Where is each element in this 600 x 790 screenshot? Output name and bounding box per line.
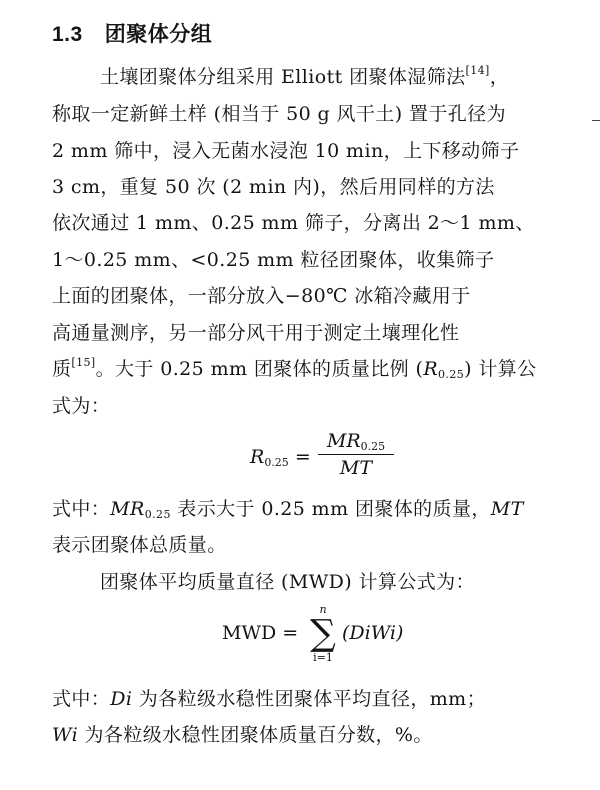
text-span: 。大于 0.25 mm 团聚体的质量比例 ( [95, 358, 424, 380]
margin-mark [592, 120, 600, 121]
fraction-denominator: MT [339, 457, 373, 479]
section-heading [52, 18, 212, 48]
section-title: 团聚体分组 [104, 23, 213, 46]
equation-rhs: (DiWi) [342, 622, 404, 644]
para1-line-9 [52, 354, 537, 381]
var-di: Di [110, 688, 133, 710]
equals-sign: = [288, 446, 311, 468]
para1-line-5: 依次通过 1 mm、0.25 mm 筛子，分离出 2～1 mm、 [52, 212, 535, 234]
summation [306, 604, 340, 664]
var-mr: MR [110, 498, 145, 520]
para1-line-8: 高通量测序，另一部分风干用于测定土壤理化性 [52, 322, 460, 344]
equation-lhs [250, 446, 311, 468]
equation-lhs: MWD = [222, 622, 299, 644]
para1-line-6: 1～0.25 mm、<0.25 mm 粒径团聚体，收集筛子 [52, 249, 495, 271]
para4-line-1 [52, 684, 486, 711]
var-wi: Wi [52, 724, 79, 746]
text-span: 为各粒级水稳性团聚体质量百分数，%。 [78, 724, 433, 746]
var-subscript: 0.25 [360, 440, 386, 453]
text-span: 质 [52, 358, 72, 380]
para2-line-1 [52, 494, 524, 521]
text-span: 表示大于 0.25 mm 团聚体的质量， [170, 498, 491, 520]
fraction [318, 430, 394, 479]
var-r-subscript: 0.25 [438, 368, 465, 381]
para2-line-2: 表示团聚体总质量。 [52, 534, 227, 556]
var-subscript: 0.25 [144, 508, 171, 521]
para4-line-2 [52, 720, 433, 747]
text-span: 为各粒级水稳性团聚体平均直径，mm； [132, 688, 487, 710]
section-number: 1.3 [52, 23, 83, 46]
text-span: ， [489, 66, 510, 88]
sigma-symbol: ∑ [310, 613, 336, 654]
sum-lower-limit: i=1 [313, 651, 333, 664]
para1-line-1 [100, 62, 509, 89]
fraction-numerator [318, 430, 394, 455]
text-span: ) 计算公 [464, 358, 537, 380]
text-span: 式中： [52, 498, 111, 520]
para3-line-1: 团聚体平均质量直径 (MWD) 计算公式为： [100, 571, 475, 593]
text-span: 式中： [52, 688, 111, 710]
para1-line-3: 2 mm 筛中，浸入无菌水浸泡 10 min，上下移动筛子 [52, 140, 520, 162]
para1-line-10: 式为： [52, 395, 111, 417]
var-mt: MT [490, 498, 524, 520]
var-r: R [423, 358, 439, 380]
citation-15: [15] [71, 356, 96, 369]
var-mr: MR [326, 430, 361, 452]
var-r: R [250, 446, 265, 468]
text-span: 土壤团聚体分组采用 Elliott 团聚体湿筛法 [100, 66, 466, 88]
para1-line-4: 3 cm，重复 50 次 (2 min 内)，然后用同样的方法 [52, 176, 495, 198]
var-subscript: 0.25 [264, 456, 289, 469]
sum-upper-limit: n [319, 603, 327, 616]
para1-line-2: 称取一定新鲜土样 (相当于 50 g 风干土) 置于孔径为 [52, 103, 506, 125]
citation-14: [14] [465, 64, 490, 77]
para1-line-7: 上面的团聚体，一部分放入−80℃ 冰箱冷藏用于 [52, 285, 471, 307]
